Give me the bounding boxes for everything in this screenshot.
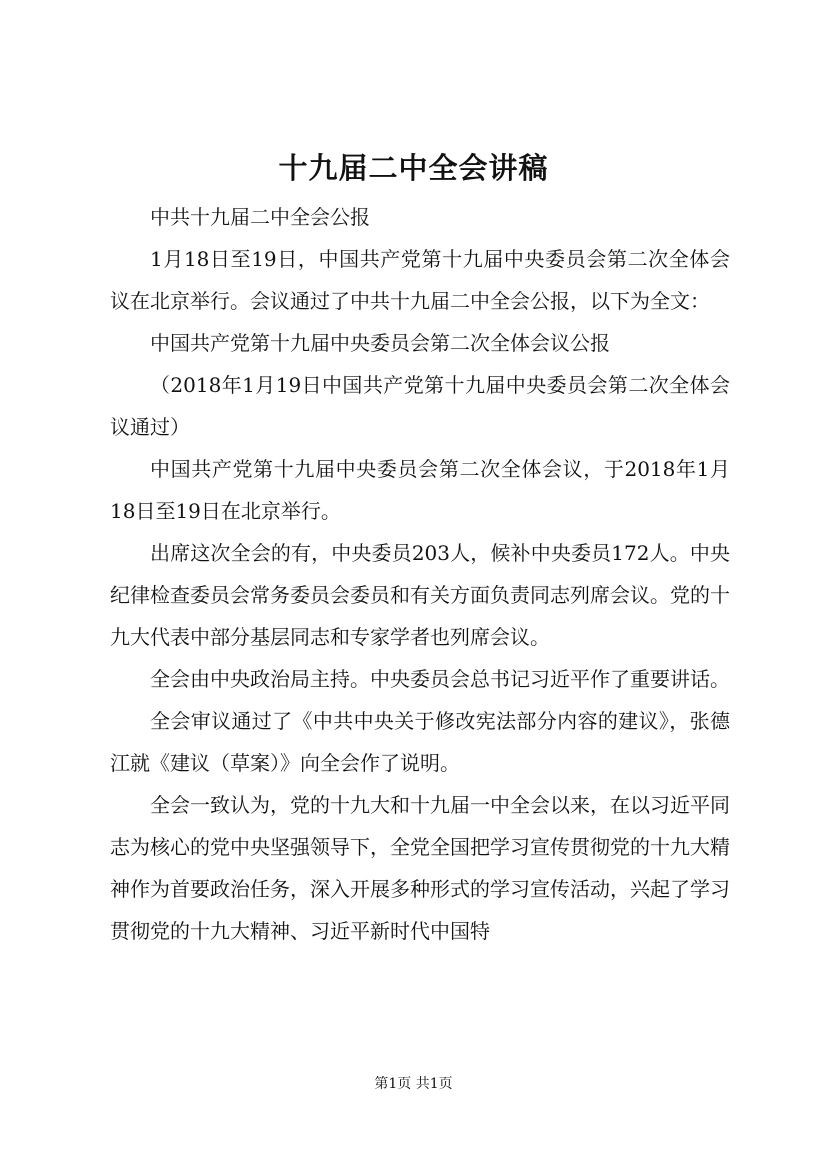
paragraph-4: （2018年1月19日中国共产党第十九届中央委员会第二次全体会议通过） xyxy=(110,373,730,439)
paragraph-7: 全会由中央政治局主持。中央委员会总书记习近平作了重要讲话。 xyxy=(150,667,730,691)
paragraph-6: 出席这次全会的有，中央委员203人，候补中央委员172人。中央纪律检查委员会常务委员会委员和有关方面负责同志列席会议。党的十九大代表中部分基层同志和专家学者也列席会议。 xyxy=(110,541,730,649)
paragraph-5: 中国共产党第十九届中央委员会第二次全体会议，于2018年1月18日至19日在北京举行。 xyxy=(110,457,730,523)
paragraph-3: 中国共产党第十九届中央委员会第二次全体会议公报 xyxy=(150,331,610,355)
paragraph-1: 中共十九届二中全会公报 xyxy=(150,205,370,229)
document-body xyxy=(110,196,730,952)
paragraph-9: 全会一致认为，党的十九大和十九届一中全会以来，在以习近平同志为核心的党中央坚强领导下，全党全国把学习宣传贯彻党的十九大精神作为首要政治任务，深入开展多种形式的学习宣传活动，兴起了学习贯彻党的十九大精神、习近平新时代中国特 xyxy=(110,793,730,943)
paragraph-2: 1月18日至19日，中国共产党第十九届中央委员会第二次全体会议在北京举行。会议通过了中共十九届二中全会公报，以下为全文： xyxy=(110,247,730,313)
document-title: 十九届二中全会讲稿 xyxy=(278,151,549,185)
page-footer: 第1页 共1页 xyxy=(374,1076,453,1092)
paragraph-8: 全会审议通过了《中共中央关于修改宪法部分内容的建议》，张德江就《建议（草案）》向全会作了说明。 xyxy=(110,709,730,775)
